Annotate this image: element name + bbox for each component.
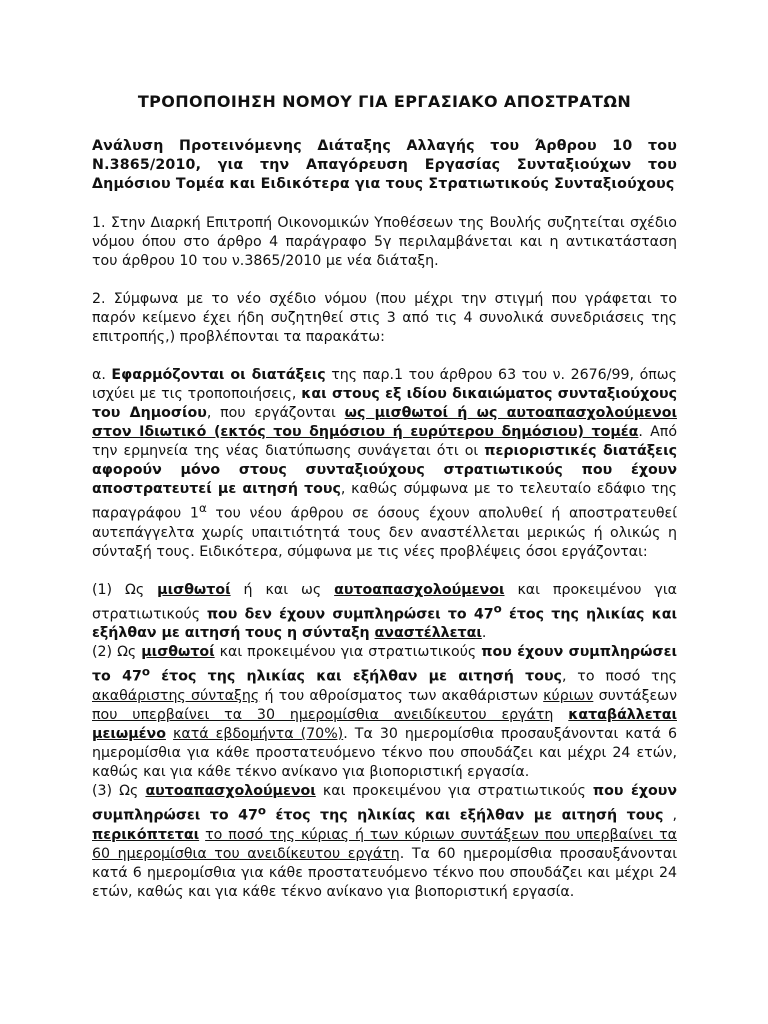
item-3: (3) Ως αυτοαπασχολούμενοι και προκειμένου για στρατιωτικούς που έχουν συμπληρώσει το $47^o$ έτος της ηλικίας και εξήλθαν με αιτησή τους , περικόπτεται το ποσό της κύριας ή των κύριων συντάξεων που υπερβαίνει τα 60 ημερομίσθια του ανειδίκευτου εργάτη. Τα 60 ημερομίσθια προσαυξάνονται κατά 6 ημερομίσθια για κάθε προστατευόμενο τέκνο που σπουδάζει και μέχρι 24 ετών, καθώς και για κάθε τέκνο ανίκανο για βιοποριστική εργασία. [92,783,678,900]
paragraph-2: 2. Σύμφωνα με το νέο σχέδιο νόμου (που μέχρι την στιγμή που γράφεται το παρόν κείμενο έχει ήδη συζητηθεί στις 3 από τις 4 συνολικά συνεδριάσεις της επιτροπής,) προβλέπονται τα παρακάτω: [92,291,677,345]
item-1: (1) Ως μισθωτοί ή και ως αυτοαπασχολούμενοι και προκειμένου για στρατιωτικούς που δεν έχουν συμπληρώσει το $47^o$ έτος της ηλικίας και εξήλθαν με αιτησή τους η σύνταξη αναστέλλεται. [92,581,677,642]
item-2: (2) Ως μισθωτοί και προκειμένου για στρατιωτικούς που έχουν συμπληρώσει το $47^o$ έτος της ηλικίας και εξήλθαν με αιτησή τους, το ποσό της ακαθάριστης σύνταξης ή του αθροίσματος των ακαθάριστων κύριων συντάξεων που υπερβαίνει τα 30 ημερομίσθια ανειδίκευτου εργάτη καταβάλλεται μειωμένο κατά εβδομήντα (70%). Τα 30 ημερομίσθια προσαυξάνονται κατά 6 ημερομίσθια για κάθε προστατευόμενο τέκνο που σπουδάζει και μέχρι 24 ετών, καθώς και για κάθε τέκνο ανίκανο για βιοποριστική εργασία. [92,644,678,781]
document-subtitle: Ανάλυση Προτεινόμενης Διάταξης Αλλαγής του Άρθρου 10 του Ν.3865/2010, για την Απαγόρευση Εργασίας Συνταξιούχων του Δημόσιου Τομέα και Ειδικότερα για τους Στρατιωτικούς Συνταξιούχους [92,138,677,192]
paragraph-a: α. Εφαρμόζονται οι διατάξεις της παρ.1 του άρθρου 63 του ν. 2676/99, όπως ισχύει με τις τροποποιήσεις, και στους εξ ιδίου δικαιώματος συνταξιούχους του Δημοσίου, που εργάζονται ως μισθωτοί ή ως αυτοαπασχολούμενοι στον Ιδιωτικό (εκτός του δημόσιου ή ευρύτερου δημόσιου) τομέα. Από την ερμηνεία της νέας διατύπωσης συνάγεται ότι οι περιοριστικές διατάξεις αφορούν μόνο στους συνταξιούχους στρατιωτικούς που έχουν αποστρατευτεί με αιτησή τους, καθώς σύμφωνα με το τελευταίο εδάφιο της παραγράφου $1^\alpha$ του νέου άρθρου σε όσους έχουν απολυθεί ή αποστρατευθεί αυτεπάγγελτα χωρίς υπαιτιότητά τους δεν αναστέλλεται μερικώς ή ολικώς η σύνταξή τους. Ειδικότερα, σύμφωνα με τις νέες προβλέψεις όσοι εργάζονται: [92,367,678,560]
paragraph-1: 1. Στην Διαρκή Επιτροπή Οικονομικών Υποθέσεων της Βουλής συζητείται σχέδιο νόμου όπου στο άρθρο 4 παράγραφο 5γ περιλαμβάνεται και η αντικατάσταση του άρθρου 10 του ν.3865/2010 με νέα διάταξη. [92,215,677,269]
document-title: ΤΡΟΠΟΠΟΙΗΣΗ ΝΟΜΟΥ ΓΙΑ ΕΡΓΑΣΙΑΚΟ ΑΠΟΣΤΡΑΤΩΝ [137,92,632,111]
